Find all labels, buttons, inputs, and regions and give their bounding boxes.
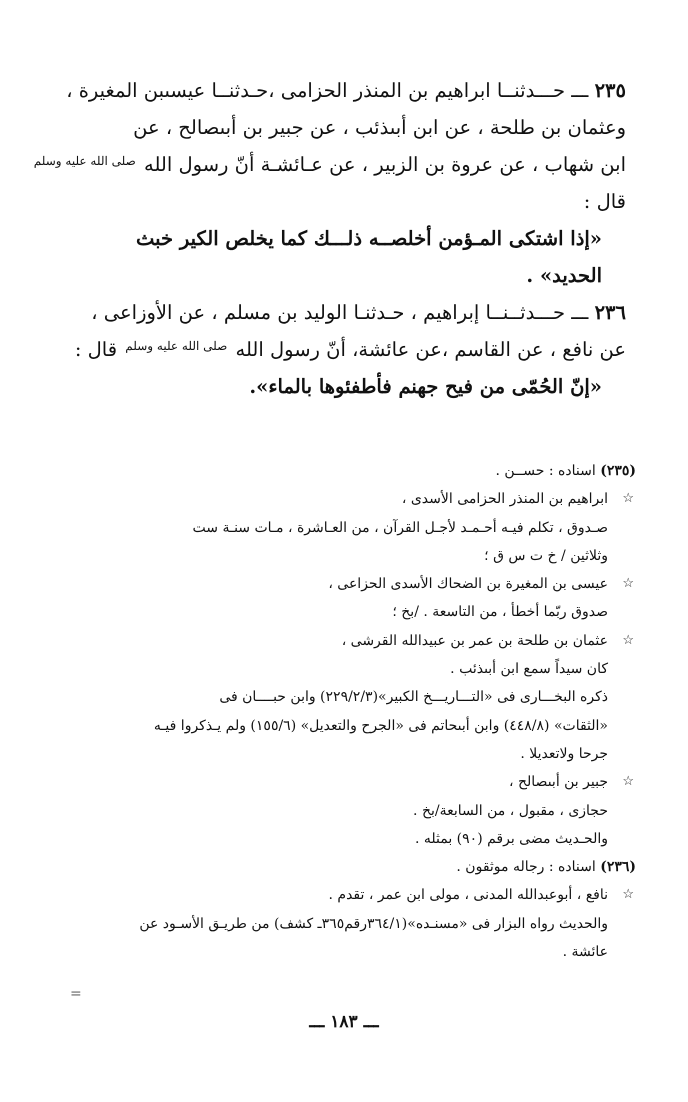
hadith-236-number: ٢٣٦ — [594, 301, 626, 324]
hadith-236-line-2: عن نافع ، عن القاسم ،عن عائشة، أنّ رسول الله صلى الله عليه وسلم قال : — [74, 338, 626, 361]
hadith-236-quote: «إنّ الحُمّى من فيح جهنم فأطفئوها بالماء». — [249, 375, 602, 398]
hadith-236-line-1: ٢٣٦ ـــ حـــدثــنــا إبراهيم ، حـدثنـا الوليد بن مسلم ، عن الأوزاعى ، — [91, 301, 626, 324]
hadith-235-line-4: قال : — [583, 190, 626, 213]
hadith-235-number: ٢٣٥ — [594, 79, 626, 102]
note-236-heading: (٢٣٦) اسناده : رجاله موثقون . — [456, 859, 636, 876]
star-icon: ☆ — [622, 632, 634, 648]
narrator-uthman-line-4: «الثقات» (٤٤٨/٨) وابن أبىحاتم فى «الجرح والتعديل» (١٥٥/٦) ولم يـذكروا فيـه — [153, 717, 608, 734]
narrator-nafi: ☆ نافع ، أبوعبدالله المدنى ، مولى ابن عمر ، تقدم . — [54, 881, 636, 909]
narrator-uthman: ☆ عثمان بن طلحة بن عمر بن عبيدالله القرشى ، — [54, 627, 636, 655]
narrator-jubayr: ☆ جبير بن أبىصالح ، — [54, 768, 636, 796]
hadith-235-quote-line-1: «إذا اشتكى المـؤمن أخلصــه ذلـــك كما يخلص الكير خبث — [135, 227, 602, 250]
narrator-isa: ☆ عيسى بن المغيرة بن الضحاك الأسدى الحزاعى ، — [54, 570, 636, 598]
main-text — [33, 72, 626, 405]
salawat-ligature: صلى الله عليه وسلم — [33, 154, 136, 168]
note-235-heading: (٢٣٥) اسناده : حســن . — [495, 463, 636, 479]
note-236-line-3: عائشة . — [562, 944, 608, 961]
star-icon: ☆ — [622, 491, 634, 507]
narrator-ibrahim-line-2: صـدوق ، تكلم فيـه أحـمـد لأجـل القرآن ، من العـاشرة ، مـات سنـة ست — [192, 519, 608, 536]
narrator-ibrahim: ☆ ابراهيم بن المنذر الحزامى الأسدى ، — [54, 485, 636, 513]
narrator-uthman-line-2: كان سيداً سمع ابن أبىذئب . — [450, 661, 608, 678]
hadith-235-line-1: ٢٣٥ ـــ حـــدثنــا ابراهيم بن المنذر الحزامى ،حـدثنــا عيسىبن المغيرة ، — [66, 79, 626, 102]
hadith-235-line-2: وعثمان بن طلحة ، عن ابن أبىذئب ، عن جبير بن أبىصالح ، عن — [133, 116, 626, 139]
star-icon: ☆ — [622, 887, 634, 903]
narrator-uthman-line-3: ذكره البخـــارى فى «التـــاريـــخ الكبير»(٢٢٩/٢/٣) وابن حبــــان فى — [219, 689, 608, 706]
star-icon: ☆ — [622, 774, 634, 790]
narrator-jubayr-line-2: حجازى ، مقبول ، من السابعة/بخ . — [413, 802, 608, 819]
star-icon: ☆ — [622, 576, 634, 592]
footnotes — [54, 457, 636, 966]
narrator-ibrahim-line-3: وثلاثين / خ ت س ق ؛ — [484, 547, 608, 564]
page-number: ـــ ١٨٣ ـــ — [309, 1012, 379, 1032]
narrator-uthman-line-5: جرحا ولاتعديلا . — [520, 745, 608, 762]
hadith-235-line-3: ابن شهاب ، عن عروة بن الزبير ، عن عـائشـة أنّ رسول الله صلى الله عليه وسلم — [33, 153, 626, 176]
note-236-line-2: والحديث رواه البزار فى «مسنـده»(٣٦٤/١رقم٣٦٥ـ كشف) من طريـق الأسـود عن — [139, 915, 608, 932]
hadith-235-quote-line-2: الحديد» . — [526, 264, 602, 287]
note-236-label: (٢٣٦) — [600, 859, 636, 876]
margin-mark: = — [70, 986, 82, 1002]
note-235-label: (٢٣٥) — [600, 463, 636, 479]
salawat-ligature: صلى الله عليه وسلم — [125, 339, 228, 353]
narrator-jubayr-line-3: والحـديث مضى برقم (٩٠) بمثله . — [414, 830, 608, 847]
narrator-isa-line-2: صدوق ربّما أخطأ ، من التاسعة . /بخ ؛ — [392, 604, 608, 621]
